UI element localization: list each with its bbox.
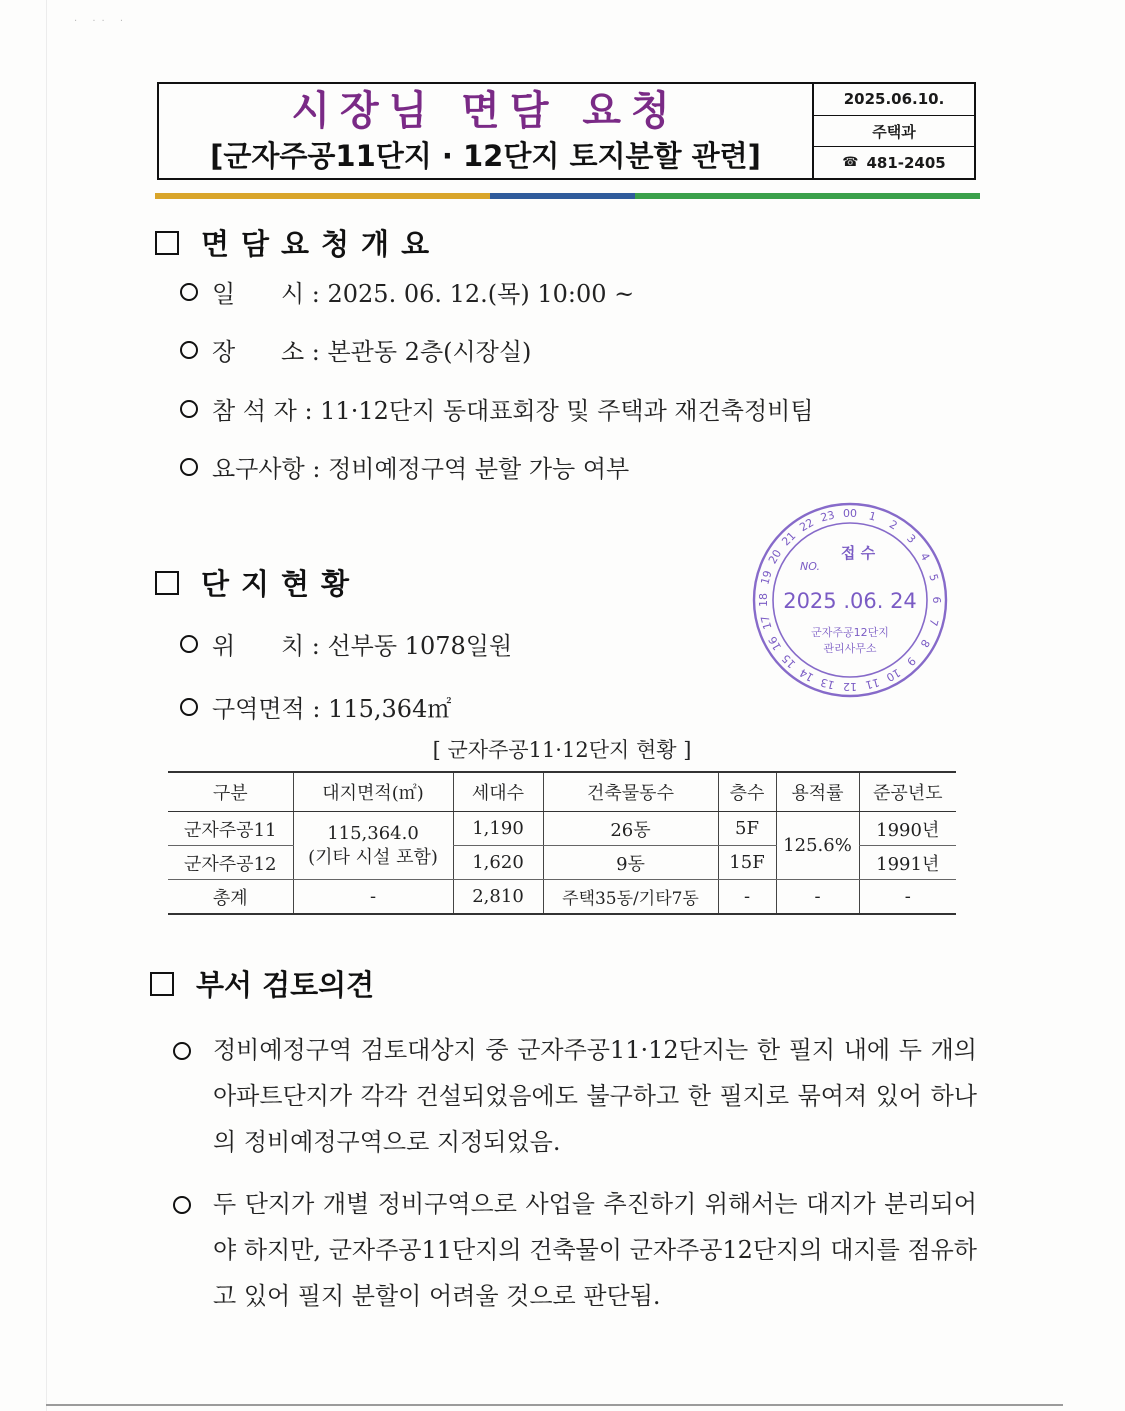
- circle-bullet-icon: [173, 1196, 191, 1214]
- table-cell: -: [293, 880, 453, 915]
- stamp-ring-number: 12: [843, 680, 857, 693]
- table-header-cell: 건축물동수: [543, 772, 718, 812]
- stamp-ring-number: 14: [797, 665, 817, 684]
- complex-status-table: [168, 771, 956, 915]
- stamp-date: 2025 .06. 24: [783, 589, 917, 613]
- table-cell: 1,620: [453, 846, 543, 880]
- table-cell: 125.6%: [776, 812, 859, 880]
- title-area: [159, 84, 814, 178]
- table-cell: 26동: [543, 812, 718, 846]
- stamp-ring-number: 23: [819, 508, 837, 525]
- document-title: 시장님 면담 요청: [291, 88, 680, 134]
- section-overview-title: 면담요청개요: [155, 222, 441, 263]
- table-cell: 15F: [718, 846, 776, 880]
- table-header-cell: 층수: [718, 772, 776, 812]
- table-header-cell: 용적률: [776, 772, 859, 812]
- receipt-stamp: [750, 500, 950, 700]
- stamp-org-line2: 관리사무소: [823, 642, 877, 655]
- table-cell: -: [776, 880, 859, 915]
- table-cell: 총계: [168, 880, 293, 915]
- stamp-ring-number: 21: [779, 529, 799, 549]
- stamp-ring-number: 15: [779, 651, 799, 671]
- table-cell: 1990년: [859, 812, 956, 846]
- review-paragraph: 정비예정구역 검토대상지 중 군자주공11·12단지는 한 필지 내에 두 개의 아파트단지가 각각 건설되었음에도 불구하고 한 필지로 묶여져 있어 하나의 정비예정구역으로 지정되었음.: [173, 1027, 977, 1165]
- table-cell: 주택35동/기타7동: [543, 880, 718, 915]
- checkbox-square-icon: [150, 972, 174, 996]
- phone-number: 481-2405: [866, 153, 946, 172]
- checkbox-square-icon: [155, 571, 179, 595]
- stamp-ring-number: 5: [926, 572, 941, 583]
- stamp-ring-number: 17: [758, 613, 775, 631]
- scan-speck: · ·· ·: [74, 16, 130, 27]
- table-cell: -: [859, 880, 956, 915]
- document-date: 2025.06.10.: [843, 90, 945, 109]
- stamp-ring-number: 13: [819, 675, 837, 692]
- table-header-cell: 세대수: [453, 772, 543, 812]
- stamp-ring-number: 1: [867, 509, 878, 524]
- circle-bullet-icon: [173, 1042, 191, 1060]
- document-subtitle: [군자주공11단지 · 12단지 토지분할 관련]: [210, 139, 761, 173]
- section-review-title: 부서 검토의견: [150, 963, 374, 1004]
- table-header-cell: 구분: [168, 772, 293, 812]
- page-bottom-rule: [46, 1404, 1063, 1406]
- stamp-ring-number: 8: [917, 636, 933, 650]
- stamp-ring-number: 4: [917, 550, 933, 564]
- overview-item-place: 장 소 : 본관동 2층(시장실): [180, 332, 531, 367]
- department: 주택과: [872, 122, 916, 141]
- stamp-ring-number: 00: [843, 507, 857, 520]
- overview-item-datetime: 일 시 : 2025. 06. 12.(목) 10:00 ~: [180, 274, 634, 309]
- date-cell: [814, 84, 974, 116]
- stamp-ring-number: 16: [766, 633, 785, 653]
- table-header-row: [168, 772, 956, 812]
- status-item-area: 구역면적 : 115,364㎡: [180, 689, 451, 724]
- table-cell: 2,810: [453, 880, 543, 915]
- table-header-cell: 준공년도: [859, 772, 956, 812]
- stamp-ring-number: 19: [758, 569, 775, 587]
- stamp-ring-number: 6: [930, 596, 943, 604]
- circle-bullet-icon: [180, 400, 198, 418]
- stamp-org-line1: 군자주공12단지: [811, 626, 889, 639]
- table-row: [168, 880, 956, 915]
- stamp-ring-number: 3: [904, 531, 919, 546]
- circle-bullet-icon: [180, 283, 198, 301]
- section-status-title: 단지현황: [155, 562, 361, 603]
- stamp-ring-number: 22: [797, 516, 817, 535]
- table-cell: 1991년: [859, 846, 956, 880]
- table-caption: [ 군자주공11·12단지 현황 ]: [432, 738, 692, 762]
- stamp-ring-number: 10: [883, 665, 903, 684]
- phone-cell: [814, 147, 974, 178]
- telephone-icon: ☎: [842, 155, 859, 171]
- scan-edge: [46, 0, 47, 1411]
- circle-bullet-icon: [180, 458, 198, 476]
- department-cell: [814, 116, 974, 148]
- review-paragraph: 두 단지가 개별 정비구역으로 사업을 추진하기 위해서는 대지가 분리되어야 하지만, 군자주공11단지의 건축물이 군자주공12단지의 대지를 점유하고 있어 필지 분할이 어려울 것으로 판단됨.: [173, 1181, 977, 1319]
- circle-bullet-icon: [180, 341, 198, 359]
- table-cell: 5F: [718, 812, 776, 846]
- table-cell: 1,190: [453, 812, 543, 846]
- circle-bullet-icon: [180, 635, 198, 653]
- table-cell: -: [718, 880, 776, 915]
- stamp-ring-number: 20: [766, 547, 785, 567]
- stamp-ring-number: 2: [886, 517, 900, 533]
- stamp-ring-number: 11: [863, 675, 881, 692]
- stamp-title: 접 수: [840, 544, 876, 562]
- document-header: [157, 82, 976, 180]
- stamp-ring-number: 9: [904, 654, 919, 669]
- table-row: [168, 812, 956, 846]
- overview-item-request: 요구사항 : 정비예정구역 분할 가능 여부: [180, 449, 629, 484]
- table-cell: 9동: [543, 846, 718, 880]
- table-cell: 군자주공11: [168, 812, 293, 846]
- table-cell-area: 115,364.0 (기타 시설 포함): [293, 812, 453, 880]
- info-area: [814, 84, 974, 178]
- circle-bullet-icon: [180, 698, 198, 716]
- status-item-location: 위 치 : 선부동 1078일원: [180, 626, 512, 661]
- stamp-ring-number: 7: [926, 617, 941, 628]
- stamp-no-label: NO.: [800, 560, 820, 573]
- stamp-ring-number: 18: [757, 593, 770, 607]
- header-color-bar: [155, 193, 980, 199]
- checkbox-square-icon: [155, 231, 179, 255]
- overview-item-attendees: 참 석 자 : 11·12단지 동대표회장 및 주택과 재건축정비팀: [180, 391, 814, 426]
- table-header-cell: 대지면적(㎡): [293, 772, 453, 812]
- table-cell: 군자주공12: [168, 846, 293, 880]
